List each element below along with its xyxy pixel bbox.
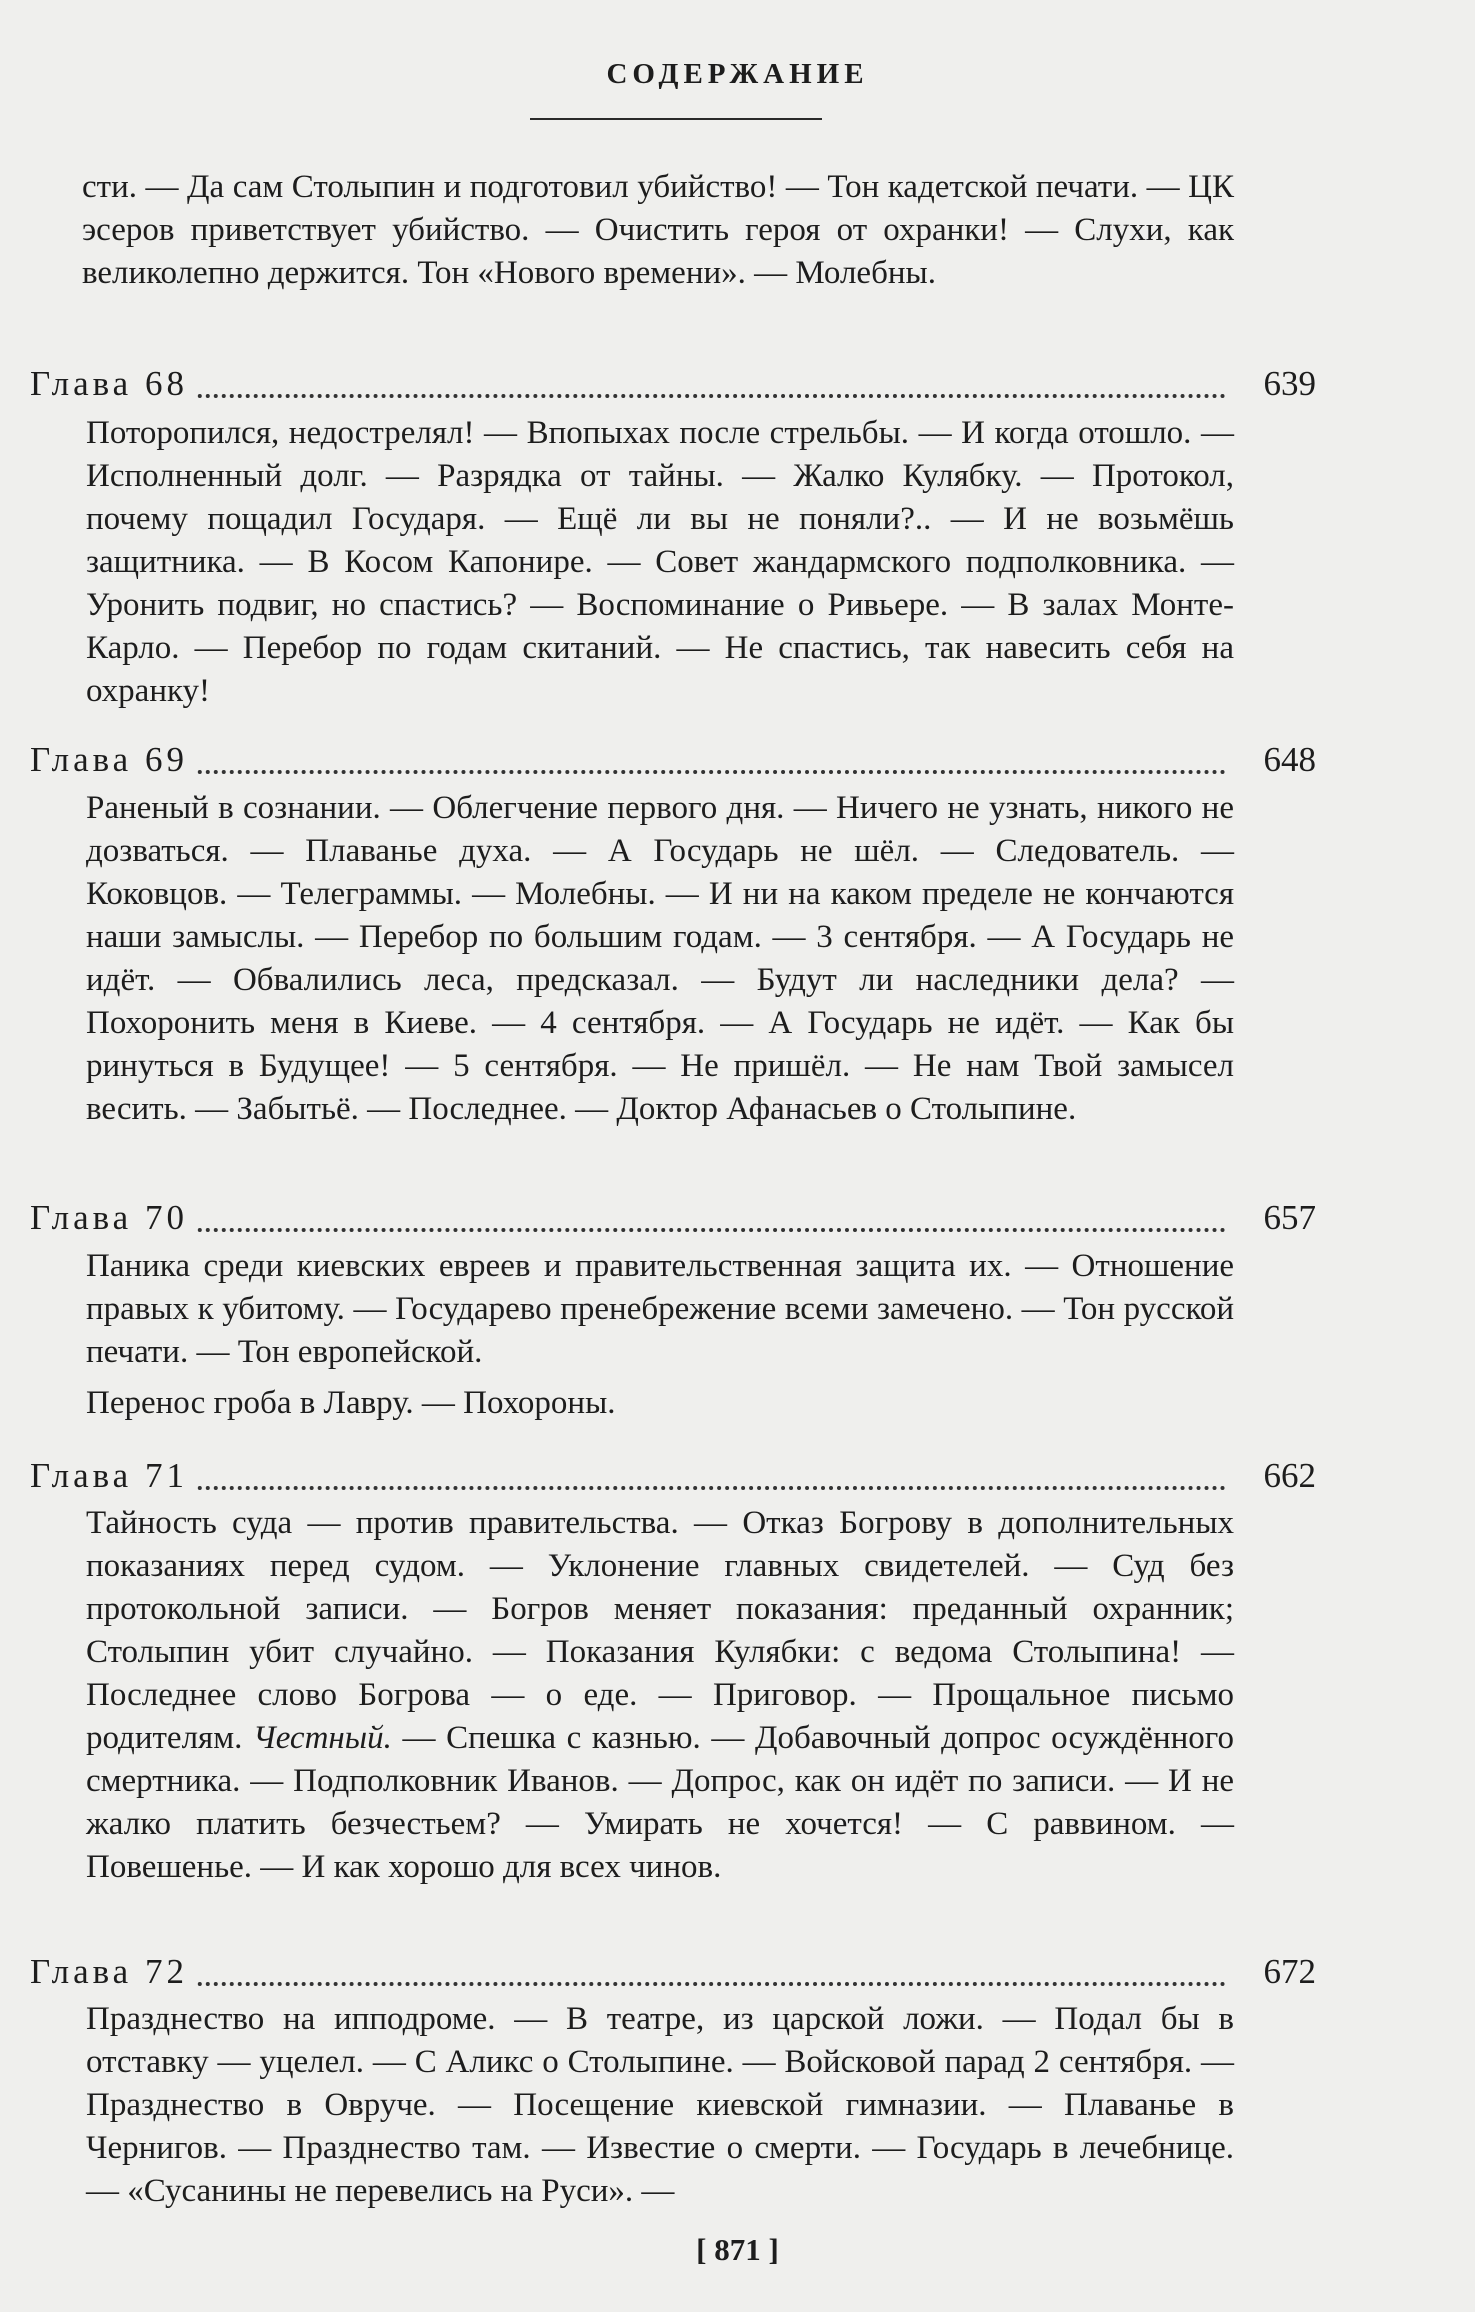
toc-entry-chapter-69[interactable]: [30, 738, 1316, 782]
chapter-title: Глава 72: [30, 1952, 196, 1991]
intro-paragraph: сти. — Да сам Столыпин и подготовил убийство! — Тон кадетской печати. — ЦК эсеров приветствует убийство. — Очистить героя от охранки! — Слухи, как великолепно держится. Тон «Нового времени». — Молебны.: [82, 169, 1234, 291]
chapter-page-number: 648: [1260, 738, 1317, 782]
chapter-title: Глава 71: [30, 1456, 196, 1495]
chapter-69-description: Раненый в сознании. — Облегчение первого дня. — Ничего не узнать, никого не дозваться. — Плаванье духа. — А Государь не шёл. — Следователь. — Коковцов. — Телеграммы. — Молебны. — И ни на каком пределе не кончаются наши замыслы. — Перебор по большим годам. — 3 сентября. — А Государь не идёт. — Обвалились леса, предсказал. — Будут ли наследники дела? — Похоронить меня в Киеве. — 4 сентября. — А Государь не идёт. — Как бы ринуться в Будущее! — 5 сентября. — Не пришёл. — Не нам Твой замысел весить. — Забытьё. — Последнее. — Доктор Афанасьев о Столыпине.: [86, 790, 1234, 1127]
dot-leader: [30, 1228, 1226, 1232]
dot-leader: [30, 770, 1226, 774]
chapter-page-number: 639: [1260, 362, 1317, 406]
chapter-71-description: [86, 1502, 1234, 1889]
toc-entry-chapter-72[interactable]: [30, 1950, 1316, 1994]
chapter-page-number: 662: [1260, 1454, 1317, 1498]
page-number: [ 871 ]: [696, 2232, 779, 2267]
page-title: СОДЕРЖАНИЕ: [606, 58, 869, 90]
toc-entry-chapter-70[interactable]: [30, 1196, 1316, 1240]
dot-leader: [30, 1982, 1226, 1986]
chapter-page-number: 657: [1260, 1196, 1317, 1240]
title-underline: [530, 118, 822, 120]
toc-entry-chapter-68[interactable]: [30, 362, 1316, 406]
italic-word: Честный.: [252, 1720, 392, 1756]
chapter-72-description: Празднество на ипподроме. — В театре, из царской ложи. — Подал бы в отставку — уцелел. — С Аликс о Столыпине. — Войсковой парад 2 сентября. — Празднество в Овруче. — Посещение киевской гимназии. — Плаванье в Чернигов. — Празднество там. — Известие о смерти. — Государь в лечебнице. — «Сусанины не перевелись на Руси». —: [86, 2001, 1234, 2209]
chapter-71-description-part-2: — Спешка с казнью. — Добавочный допрос осуждённого смертника. — Подполковник Иванов. — Допрос, как он идёт по записи. — И не жалко платить безчестьем? — Умирать не хочется! — С раввином. — Повешенье. — И как хорошо для всех чинов.: [86, 1720, 1235, 1885]
chapter-title: Глава 69: [30, 740, 196, 779]
chapter-title: Глава 70: [30, 1198, 196, 1237]
chapter-68-description: Поторопился, недострелял! — Впопыхах после стрельбы. — И когда отошло. — Исполненный долг. — Разрядка от тайны. — Жалко Кулябку. — Протокол, почему пощадил Государя. — Ещё ли вы не поняли?.. — И не возьмёшь защитника. — В Косом Капонире. — Совет жандармского подполковника. — Уронить подвиг, но спастись? — Воспоминание о Ривьере. — В залах Монте-Карло. — Перебор по годам скитаний. — Не спастись, так навесить себя на охранку!: [86, 415, 1234, 709]
chapter-70-description: Паника среди киевских евреев и правительственная защита их. — Отношение правых к убитому. — Государево пренебрежение всеми замечено. — Тон русской печати. — Тон европейской.: [86, 1248, 1234, 1370]
dot-leader: [30, 1486, 1226, 1490]
chapter-title: Глава 68: [30, 364, 196, 403]
chapter-70-description-extra: Перенос гроба в Лавру. — Похороны.: [86, 1385, 616, 1421]
chapter-page-number: 672: [1260, 1950, 1317, 1994]
toc-entry-chapter-71[interactable]: [30, 1454, 1316, 1498]
dot-leader: [30, 394, 1226, 398]
chapter-71-description-part-1: Тайность суда — против правительства. — Отказ Богрову в дополнительных показаниях перед судом. — Уклонение главных свидетелей. — Суд без протокольной записи. — Богров меняет показания: преданный охранник; Столыпин убит случайно. — Показания Кулябки: с ведома Столыпина! — Последнее слово Богрова — о еде. — Приговор. — Прощальное письмо родителям.: [86, 1505, 1234, 1756]
